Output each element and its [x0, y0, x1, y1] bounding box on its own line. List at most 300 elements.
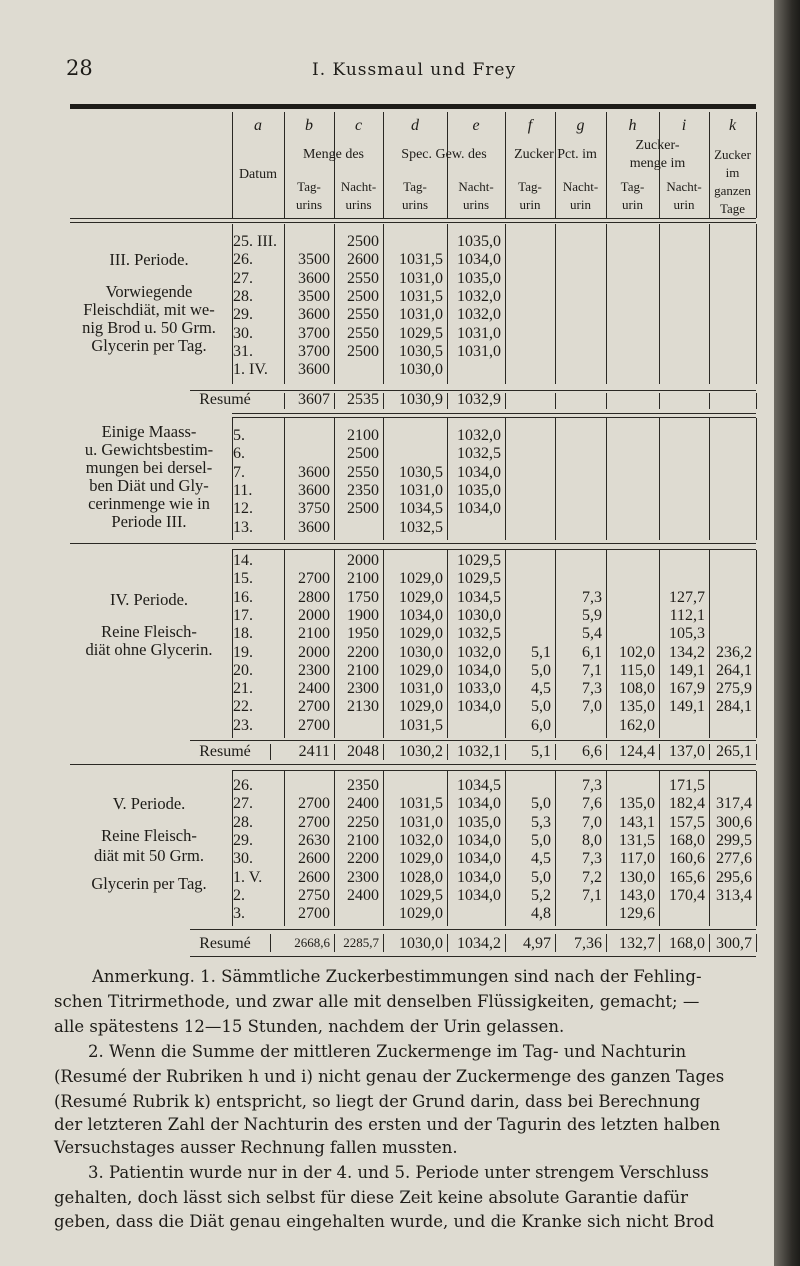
period-label: Reine Fleisch- [101, 622, 197, 641]
period-label: V. Periode. [112, 794, 186, 813]
table-cell: 1029,0 [399, 905, 443, 923]
table-cell: 2700 [298, 795, 330, 813]
table-cell: 1034,0 [457, 251, 501, 269]
column-rule [659, 771, 660, 926]
table-cell: 5,0 [531, 795, 551, 813]
resume-tick [334, 393, 335, 409]
table-cell: 3600 [298, 306, 330, 324]
table-cell: 1031,0 [399, 481, 443, 499]
table-cell: 5,2 [531, 886, 551, 904]
column-letter: a [254, 117, 262, 134]
table-cell: 284,1 [716, 698, 752, 716]
table-cell: 7,6 [582, 795, 602, 813]
footnote-line: 2. Wenn die Summe der mittleren Zuckermenge im Tag- und Nachturin [88, 1042, 687, 1061]
resume-tick [505, 934, 506, 952]
table-cell: 1031,5 [399, 795, 443, 813]
header-zuckermenge: Zucker- [635, 138, 680, 153]
page-edge-shadow [774, 0, 800, 1266]
table-row-date: 21. [233, 680, 253, 698]
table-cell: 5,0 [531, 698, 551, 716]
table-cell: 1031,0 [399, 306, 443, 324]
column-rule [709, 224, 710, 384]
column-rule [555, 771, 556, 926]
section-rule [232, 417, 756, 418]
resume-cell: 132,7 [619, 935, 655, 952]
table-cell: 2100 [347, 427, 379, 444]
resume-tick [284, 393, 285, 409]
table-row-date: 1. IV. [233, 361, 268, 379]
table-cell: 2550 [347, 463, 379, 481]
table-cell: 7,1 [582, 886, 602, 904]
table-row-date: 23. [233, 716, 253, 734]
sub-header: urin [570, 197, 591, 212]
sub-header: urins [463, 197, 489, 212]
table-cell: 130,0 [619, 868, 655, 886]
table-row-date: 5. [233, 427, 245, 444]
table-cell: 1029,5 [399, 886, 443, 904]
table-cell: 182,4 [669, 795, 705, 813]
table-cell: 1031,0 [399, 680, 443, 698]
table-cell: 1034,0 [457, 831, 501, 849]
resume-tick [555, 744, 556, 760]
table-cell: 7,3 [582, 850, 602, 868]
resume-tick [447, 744, 448, 760]
table-cell: 3700 [298, 324, 330, 342]
period-label: Glycerin per Tag. [91, 874, 207, 893]
period-label: nig Brod u. 50 Grm. [82, 318, 216, 337]
resume-cell: 137,0 [669, 743, 705, 760]
table-cell: 112,1 [669, 606, 705, 624]
table-cell: 108,0 [619, 680, 655, 698]
period-label: IV. Periode. [109, 590, 189, 609]
column-rule [284, 224, 285, 384]
sub-header: urins [402, 197, 428, 212]
table-cell: 1029,0 [399, 850, 443, 868]
section-rule [232, 770, 756, 771]
resume-cell: 4,97 [523, 935, 551, 952]
resume-cell: 1032,1 [457, 743, 501, 760]
period-label: diät mit 50 Grm. [94, 846, 204, 865]
period-label: Periode III. [111, 512, 187, 531]
table-cell: 117,0 [619, 850, 655, 868]
resume-tick [447, 393, 448, 409]
table-cell: 2400 [298, 680, 330, 698]
column-rule [756, 418, 757, 540]
resume-tick [447, 934, 448, 952]
table-cell: 2130 [347, 698, 379, 716]
table-cell: 8,0 [582, 831, 602, 849]
table-cell: 6,0 [531, 716, 551, 734]
table-cell: 1034,0 [457, 795, 501, 813]
section-rule [70, 764, 756, 765]
resume-tick [270, 934, 271, 952]
footnote-line: Versuchstages ausser Rechnung fallen mussten. [54, 1138, 458, 1157]
table-cell: 1030,0 [399, 361, 443, 379]
table-row-date: 30. [233, 324, 253, 342]
table-cell: 1032,0 [457, 287, 501, 305]
resume-rule [190, 929, 756, 930]
column-rule [334, 224, 335, 384]
column-rule [383, 418, 384, 540]
table-cell: 1035,0 [457, 481, 501, 499]
table-cell: 135,0 [619, 698, 655, 716]
table-cell: 167,9 [669, 680, 705, 698]
table-cell: 2630 [298, 831, 330, 849]
table-cell: 115,0 [619, 661, 655, 679]
table-cell: 6,1 [582, 643, 602, 661]
table-cell: 149,1 [669, 661, 705, 679]
table-cell: 2300 [347, 868, 379, 886]
period-label: diät ohne Glycerin. [85, 640, 213, 659]
table-cell: 1034,0 [457, 500, 501, 518]
resume-cell: 124,4 [619, 743, 655, 760]
sub-header: Nacht- [562, 179, 599, 194]
resume-cell: 5,1 [531, 743, 551, 760]
column-rule [447, 224, 448, 384]
section-rule [232, 549, 756, 550]
table-row-date: 25. III. [233, 233, 277, 250]
table-row-date: 7. [233, 463, 245, 481]
resume-tick [555, 393, 556, 409]
table-row-date: 31. [233, 342, 253, 360]
period-label: Reine Fleisch- [101, 826, 197, 845]
table-cell: 277,6 [716, 850, 752, 868]
resume-cell: 1030,2 [399, 743, 443, 760]
sub-header: Tag- [297, 179, 321, 194]
table-cell: 3500 [298, 287, 330, 305]
table-cell: 1034,5 [457, 777, 501, 794]
header-rule-double [70, 222, 756, 223]
table-cell: 1030,5 [399, 342, 443, 360]
sub-header: urin [673, 197, 695, 212]
table-cell: 2250 [347, 813, 379, 831]
table-cell: 1034,0 [457, 850, 501, 868]
table-cell: 157,5 [669, 813, 705, 831]
table-row-date: 17. [233, 606, 253, 624]
table-cell: 2500 [347, 233, 379, 250]
column-letter: k [728, 117, 737, 134]
table-row-date: 16. [233, 588, 253, 606]
table-cell: 1031,0 [399, 813, 443, 831]
resume-tick [659, 934, 660, 952]
column-letter: c [354, 117, 363, 134]
table-cell: 2600 [298, 868, 330, 886]
table-row-date: 1. V. [233, 868, 263, 886]
resume-cell: 2048 [347, 743, 379, 760]
resume-tick [756, 393, 757, 409]
table-cell: 2500 [347, 445, 379, 463]
table-cell: 1950 [347, 625, 379, 643]
table-cell: 264,1 [716, 661, 752, 679]
header-zuckermenge: menge im [629, 156, 686, 171]
resume-cell: 3607 [298, 391, 330, 408]
table-cell: 2300 [298, 661, 330, 679]
table-cell: 2000 [298, 643, 330, 661]
table-cell: 2550 [347, 324, 379, 342]
sub-header: Tag- [620, 179, 645, 194]
table-cell: 5,0 [531, 831, 551, 849]
table-row-date: 6. [233, 445, 245, 463]
column-rule [383, 550, 384, 738]
header-column-rule [756, 112, 757, 218]
resume-tick [555, 934, 556, 952]
column-rule [447, 771, 448, 926]
resume-tick [709, 393, 710, 409]
table-cell: 317,4 [716, 795, 752, 813]
table-cell: 1029,5 [399, 324, 443, 342]
column-rule [284, 418, 285, 540]
table-cell: 1034,5 [457, 588, 501, 606]
footnote-line: geben, dass die Diät genau eingehalten wurde, und die Kranke sich nicht Brod [54, 1212, 715, 1231]
column-rule [284, 771, 285, 926]
table-row-date: 26. [233, 251, 253, 269]
footnote-line: Anmerkung. 1. Sämmtliche Zuckerbestimmungen sind nach der Fehling- [92, 967, 702, 986]
table-row-date: 30. [233, 850, 253, 868]
table-row-date: 28. [233, 813, 253, 831]
table-cell: 2600 [298, 850, 330, 868]
column-rule [756, 550, 757, 738]
table-cell: 2700 [298, 813, 330, 831]
period-label: mungen bei dersel- [85, 458, 213, 477]
table-cell: 2300 [347, 680, 379, 698]
header-column-rule [232, 112, 233, 218]
table-cell: 2700 [298, 570, 330, 588]
resume-cell: 265,1 [716, 743, 752, 760]
table-row-date: 3. [233, 905, 245, 923]
table-cell: 7,1 [582, 661, 602, 679]
table-cell: 2800 [298, 588, 330, 606]
column-rule [606, 550, 607, 738]
table-cell: 1032,0 [457, 427, 501, 444]
table-cell: 5,4 [582, 625, 602, 643]
table-cell: 7,3 [582, 777, 602, 794]
column-rule [232, 771, 233, 926]
header-rule [70, 218, 756, 219]
table-cell: 2000 [347, 552, 379, 569]
table-row-date: 29. [233, 306, 253, 324]
sub-header: Tag- [403, 179, 427, 194]
running-title: I. Kussmaul und Frey [312, 60, 517, 80]
table-cell: 162,0 [619, 716, 655, 734]
table-cell: 3600 [298, 361, 330, 379]
column-rule [383, 771, 384, 926]
header-menge: Menge des [302, 147, 365, 162]
sub-header: Tag- [518, 179, 542, 194]
column-rule [659, 224, 660, 384]
table-cell: 143,0 [619, 886, 655, 904]
table-cell: 7,2 [582, 868, 602, 886]
header-spec-gew: Spec. Gew. des [401, 147, 487, 162]
table-cell: 1034,5 [399, 500, 443, 518]
period-label: Glycerin per Tag. [91, 336, 207, 355]
table-cell: 2550 [347, 306, 379, 324]
resume-tick [709, 744, 710, 760]
period-label: Fleischdiät, mit we- [83, 300, 215, 319]
table-cell: 1029,0 [399, 570, 443, 588]
sub-header: Nacht- [666, 179, 702, 194]
period-label: Vorwiegende [105, 282, 193, 301]
table-cell: 7,0 [582, 698, 602, 716]
table-cell: 5,1 [531, 643, 551, 661]
resume-cell: 2285,7 [343, 935, 379, 950]
footnote-line: alle spätestens 12—15 Stunden, nachdem der Urin gelassen. [54, 1017, 565, 1036]
table-cell: 134,2 [669, 643, 705, 661]
table-cell: 1035,0 [457, 233, 501, 250]
column-rule [659, 418, 660, 540]
table-cell: 105,3 [669, 625, 705, 643]
table-row-date: 27. [233, 269, 253, 287]
header-zucker-tage: im [725, 165, 740, 180]
table-cell: 129,6 [619, 905, 655, 923]
table-cell: 299,5 [716, 831, 752, 849]
footnote-line: (Resumé der Rubriken h und i) nicht genau der Zuckermenge des ganzen Tages [54, 1067, 725, 1086]
table-cell: 171,5 [669, 777, 705, 794]
table-cell: 313,4 [716, 886, 752, 904]
table-cell: 5,9 [582, 606, 602, 624]
table-row-date: 22. [233, 698, 253, 716]
resume-rule [190, 956, 756, 957]
table-row-date: 26. [233, 777, 253, 794]
resume-tick [383, 744, 384, 760]
column-rule [555, 224, 556, 384]
table-cell: 2000 [298, 606, 330, 624]
table-cell: 1032,0 [399, 831, 443, 849]
table-row-date: 14. [233, 552, 253, 569]
table-cell: 4,5 [531, 850, 551, 868]
page-number: 28 [66, 56, 93, 80]
resume-tick [606, 744, 607, 760]
table-cell: 3750 [298, 500, 330, 518]
table-cell: 3600 [298, 518, 330, 536]
table-cell: 2550 [347, 269, 379, 287]
column-rule [447, 418, 448, 540]
table-cell: 1032,5 [457, 445, 501, 463]
table-cell: 165,6 [669, 868, 705, 886]
resume-tick [334, 744, 335, 760]
table-cell: 127,7 [669, 588, 705, 606]
column-rule [709, 550, 710, 738]
column-rule [505, 224, 506, 384]
sub-header: urins [296, 197, 322, 212]
header-zucker-pct: Zucker Pct. im [514, 147, 597, 162]
resume-tick [709, 934, 710, 952]
table-cell: 1032,5 [399, 518, 443, 536]
column-rule [334, 550, 335, 738]
column-rule [606, 224, 607, 384]
resume-cell: 2535 [347, 391, 379, 408]
column-rule [606, 418, 607, 540]
table-cell: 1031,5 [399, 716, 443, 734]
table-cell: 2400 [347, 795, 379, 813]
table-cell: 1029,0 [399, 698, 443, 716]
table-cell: 102,0 [619, 643, 655, 661]
header-zucker-tage: ganzen [714, 183, 751, 198]
table-cell: 2500 [347, 287, 379, 305]
table-top-rule [70, 104, 756, 109]
table-cell: 7,3 [582, 588, 602, 606]
table-cell: 300,6 [716, 813, 752, 831]
table-cell: 2700 [298, 698, 330, 716]
table-cell: 1028,0 [399, 868, 443, 886]
column-rule [232, 550, 233, 738]
column-rule [606, 771, 607, 926]
resume-label: Resumé [199, 743, 251, 760]
section-rule [70, 543, 756, 544]
table-cell: 160,6 [669, 850, 705, 868]
table-cell: 2700 [298, 716, 330, 734]
table-cell: 2400 [347, 886, 379, 904]
resume-label: Resumé [199, 391, 251, 408]
table-cell: 1031,0 [399, 269, 443, 287]
column-rule [505, 550, 506, 738]
table-cell: 2100 [347, 570, 379, 588]
table-cell: 2350 [347, 777, 379, 794]
table-row-date: 19. [233, 643, 253, 661]
table-cell: 1034,0 [457, 698, 501, 716]
table-cell: 5,0 [531, 661, 551, 679]
sub-header: Nacht- [458, 179, 494, 194]
table-row-date: 18. [233, 625, 253, 643]
table-cell: 3600 [298, 463, 330, 481]
table-cell: 3600 [298, 269, 330, 287]
column-rule [334, 771, 335, 926]
resume-tick [505, 393, 506, 409]
column-letter: e [472, 117, 480, 134]
period-label: Einige Maass- [101, 422, 197, 441]
column-rule [232, 224, 233, 384]
resume-cell: 7,36 [574, 935, 602, 952]
table-cell: 149,1 [669, 698, 705, 716]
table-cell: 3500 [298, 251, 330, 269]
sub-header: urin [622, 197, 643, 212]
section-rule [232, 413, 756, 414]
table-cell: 7,0 [582, 813, 602, 831]
column-letter: g [576, 117, 585, 134]
table-cell: 1029,0 [399, 588, 443, 606]
table-cell: 168,0 [669, 831, 705, 849]
table-cell: 5,3 [531, 813, 551, 831]
table-cell: 4,5 [531, 680, 551, 698]
resume-rule [190, 740, 756, 741]
resume-tick [334, 934, 335, 952]
column-letter: f [527, 117, 533, 134]
resume-cell: 1032,9 [457, 391, 501, 408]
resume-tick [606, 934, 607, 952]
table-cell: 2750 [298, 886, 330, 904]
header-zucker-tage: Tage [719, 201, 746, 216]
table-cell: 2500 [347, 500, 379, 518]
table-cell: 1035,0 [457, 813, 501, 831]
table-cell: 2600 [347, 251, 379, 269]
column-letter: i [681, 117, 687, 134]
resume-tick [756, 744, 757, 760]
resume-cell: 6,6 [582, 743, 602, 760]
resume-tick [756, 934, 757, 952]
table-cell: 1034,0 [457, 463, 501, 481]
table-cell: 1030,0 [457, 606, 501, 624]
table-row-date: 11. [233, 481, 253, 499]
column-rule [555, 418, 556, 540]
column-rule [284, 550, 285, 738]
resume-cell: 2668,6 [294, 935, 330, 950]
header-zucker-tage: Zucker [714, 147, 751, 162]
sub-header: urin [519, 197, 541, 212]
table-cell: 1034,0 [457, 868, 501, 886]
table-cell: 1032,0 [457, 306, 501, 324]
column-rule [505, 418, 506, 540]
column-rule [232, 418, 233, 540]
column-rule [505, 771, 506, 926]
